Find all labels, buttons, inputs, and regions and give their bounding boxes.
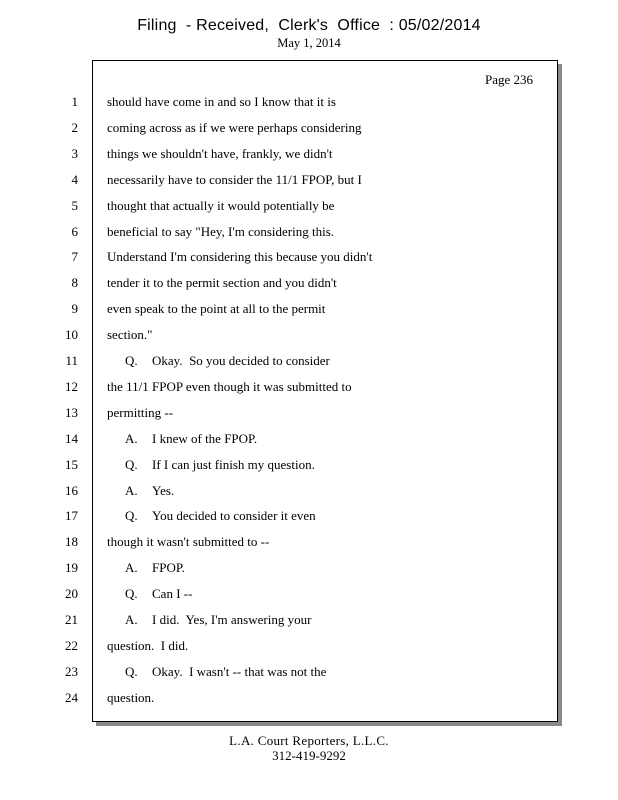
page-number: Page 236: [484, 72, 533, 87]
footer-phone: 312-419-9292: [272, 748, 346, 763]
transcript-line: [0, 167, 618, 193]
line-text: question.: [107, 689, 155, 705]
transcript-line: [0, 685, 618, 711]
transcript-line: [0, 244, 618, 270]
transcript-line: [0, 141, 618, 167]
line-number: 4: [71, 171, 78, 187]
qa-line: [125, 586, 192, 602]
transcript-line: [0, 348, 618, 374]
line-text: If I can just finish my question.: [152, 456, 315, 472]
transcript-line: [0, 581, 618, 607]
line-number: 11: [65, 353, 78, 368]
line-text: though it wasn't submitted to --: [107, 534, 270, 550]
qa-line: [125, 612, 311, 628]
line-text: permitting --: [107, 404, 174, 420]
line-text: beneficial to say "Hey, I'm considering this.: [107, 223, 335, 239]
line-text: I did. Yes, I'm answering your: [152, 612, 312, 627]
line-text: things we shouldn't have, frankly, we didn't: [107, 145, 333, 161]
transcript-date: May 1, 2014: [277, 36, 341, 50]
qa-line: [125, 508, 316, 524]
line-text: Okay. So you decided to consider: [152, 353, 330, 368]
line-text: You decided to consider it even: [152, 508, 316, 524]
line-number: 1: [71, 94, 78, 109]
qa-line: [125, 664, 326, 680]
line-number: 9: [71, 301, 78, 317]
transcript-line: [0, 89, 618, 115]
transcript-line: [0, 529, 618, 555]
transcript-line: [0, 296, 618, 322]
line-number: 21: [65, 612, 78, 627]
transcript-line: [0, 219, 618, 245]
transcript-line: [0, 400, 618, 426]
speaker-mark: A.: [125, 482, 138, 498]
line-number: 20: [65, 586, 78, 602]
line-text: section.": [107, 327, 153, 343]
line-text: should have come in and so I know that it is: [107, 94, 336, 109]
line-text: Yes.: [152, 482, 175, 498]
speaker-mark: Q.: [125, 508, 138, 524]
line-text: the 11/1 FPOP even though it was submitted to: [107, 378, 352, 394]
line-number: 24: [65, 689, 78, 705]
line-number: 18: [65, 534, 78, 550]
transcript-line: [0, 555, 618, 581]
line-text: Understand I'm considering this because you didn't: [107, 249, 373, 265]
transcript-line: [0, 478, 618, 504]
line-number: 17: [65, 508, 78, 524]
qa-line: [125, 353, 330, 369]
footer-company: L.A. Court Reporters, L.L.C.: [229, 733, 389, 748]
speaker-mark: Q.: [125, 663, 138, 679]
line-number: 10: [65, 327, 78, 343]
filing-stamp: Filing - Received, Clerk's Office : 05/02/2014: [137, 17, 481, 34]
transcript-line: [0, 270, 618, 296]
line-number: 16: [65, 482, 78, 498]
transcript-line: [0, 633, 618, 659]
line-text: Can I --: [152, 586, 193, 602]
speaker-mark: Q.: [125, 456, 138, 472]
line-text: I knew of the FPOP.: [152, 430, 258, 446]
line-text: Okay. I wasn't -- that was not the: [152, 663, 327, 679]
line-number: 3: [71, 145, 78, 161]
transcript-line: [0, 193, 618, 219]
transcript-line: [0, 115, 618, 141]
line-number: 22: [65, 637, 78, 653]
line-number: 7: [71, 249, 78, 265]
line-number: 2: [71, 119, 78, 135]
line-text: even speak to the point at all to the permit: [107, 301, 326, 317]
qa-line: [125, 560, 185, 576]
line-text: FPOP.: [152, 560, 185, 576]
transcript-line: [0, 503, 618, 529]
qa-line: [125, 483, 174, 499]
transcript-line: [0, 374, 618, 400]
line-text: coming across as if we were perhaps considering: [107, 119, 362, 135]
speaker-mark: A.: [125, 430, 138, 446]
line-text: tender it to the permit section and you didn't: [107, 275, 337, 291]
transcript-line: [0, 659, 618, 685]
line-number: 15: [65, 456, 78, 472]
line-text: question. I did.: [107, 637, 189, 653]
speaker-mark: Q.: [125, 586, 138, 602]
line-text: thought that actually it would potentially be: [107, 197, 335, 213]
line-number: 8: [71, 275, 78, 291]
line-number: 13: [65, 404, 78, 420]
line-text: necessarily have to consider the 11/1 FPOP, but I: [107, 171, 362, 187]
transcript-line: [0, 322, 618, 348]
line-number: 5: [71, 197, 78, 213]
transcript-line: [0, 607, 618, 633]
speaker-mark: A.: [125, 612, 138, 627]
line-number: 14: [65, 430, 78, 446]
line-number: 6: [71, 223, 78, 239]
line-number: 19: [65, 560, 78, 576]
speaker-mark: A.: [125, 560, 138, 576]
transcript-line: [0, 426, 618, 452]
line-number: 23: [65, 663, 78, 679]
speaker-mark: Q.: [125, 353, 138, 368]
qa-line: [125, 431, 257, 447]
line-number: 12: [65, 378, 78, 394]
transcript-line: [0, 452, 618, 478]
qa-line: [125, 457, 315, 473]
